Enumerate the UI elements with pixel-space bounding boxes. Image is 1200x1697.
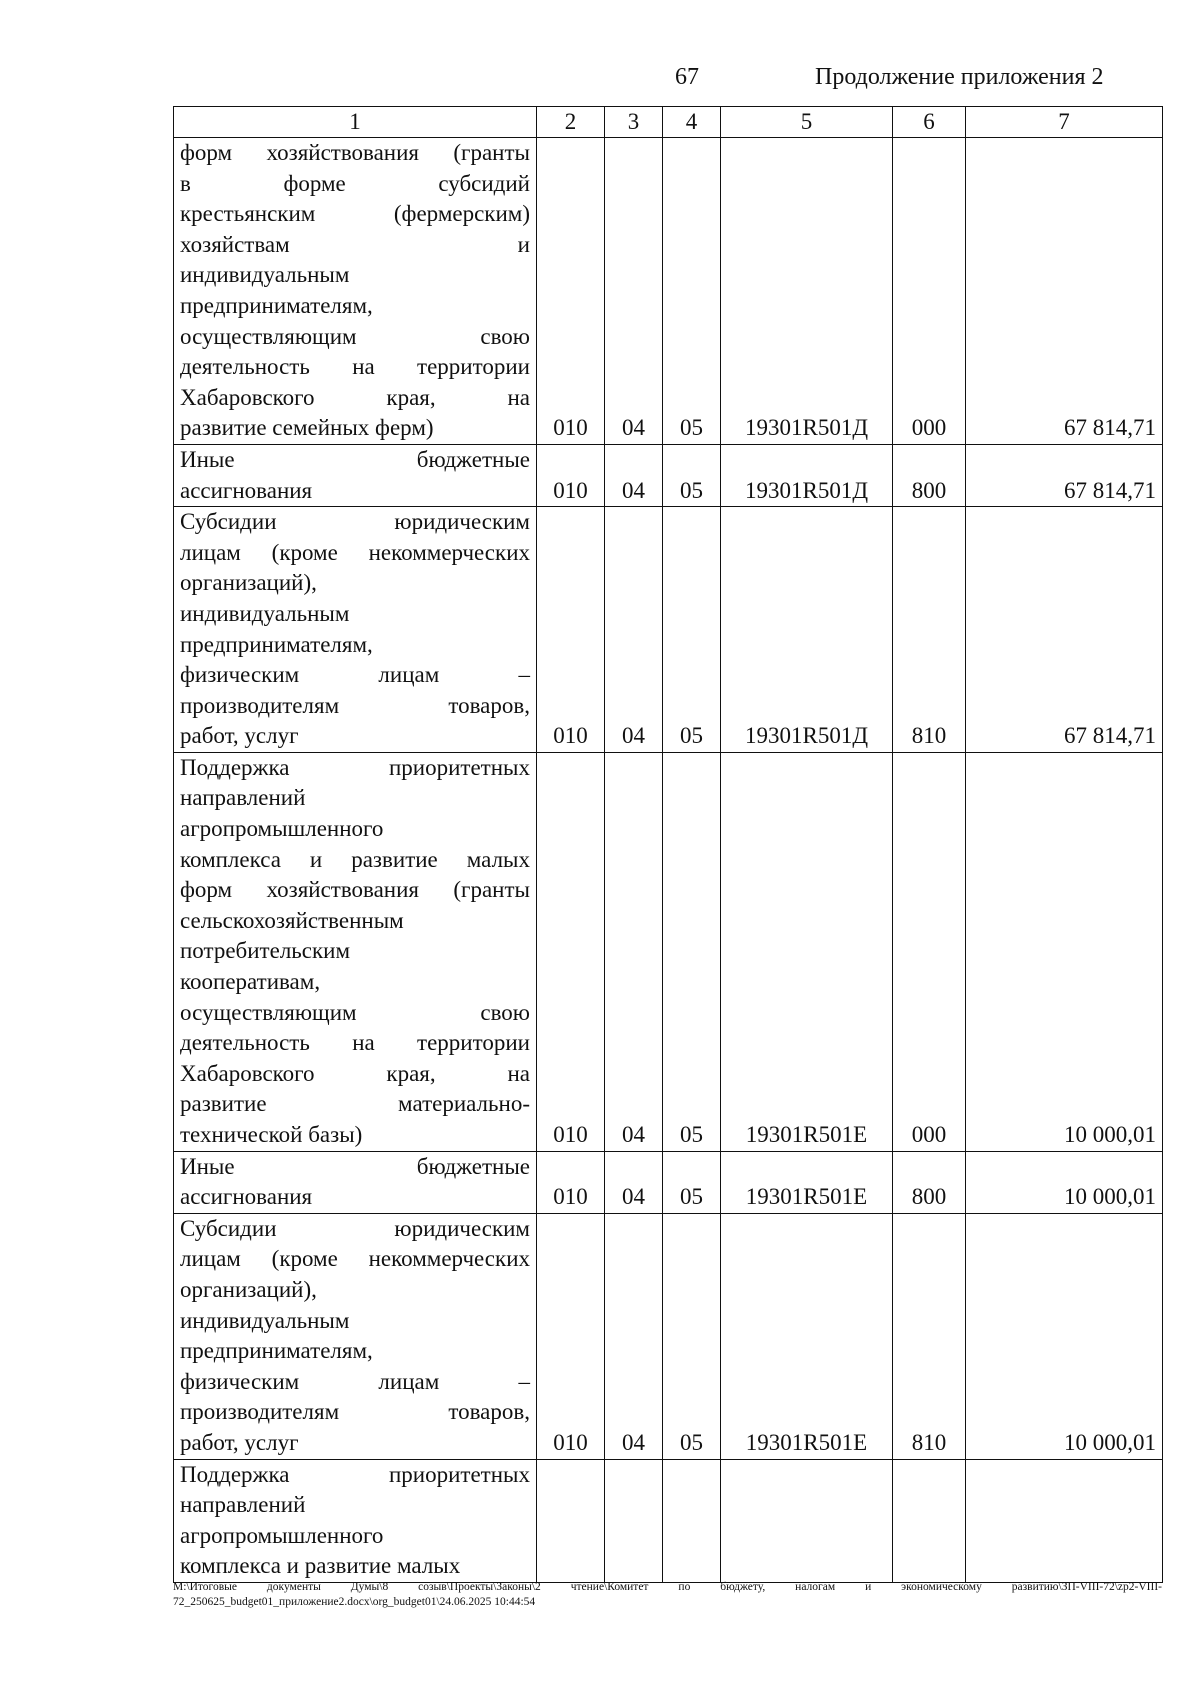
row-name-line: ассигнования xyxy=(180,477,313,503)
document-file-path: M:\Итоговые документы Думы\8 созыв\Проекты\Законы\2 чтение\Комитет по бюджету, налогам и экономическому развитию\ЗП-VIII-72\zp2-VIII-72_250625_budget01_приложение2.docx\org_budget01\24.06.2025 10:44:54 xyxy=(173,1581,1162,1608)
subsection-code-cell: 05 xyxy=(663,1151,721,1213)
row-name-line: Хабаровского края, на xyxy=(180,384,530,410)
row-name-line: индивидуальным xyxy=(180,600,350,626)
chapter-code-cell: 010 xyxy=(537,507,605,753)
column-header: 6 xyxy=(893,107,966,138)
row-name-line: производителям товаров, xyxy=(180,692,530,718)
table-row xyxy=(174,1151,1163,1213)
section-code-cell: 04 xyxy=(605,444,663,506)
amount-cell: 67 814,71 xyxy=(966,507,1163,753)
row-name-line: организаций), xyxy=(180,570,317,596)
expense-type-cell: 800 xyxy=(893,444,966,506)
amount-cell xyxy=(966,1459,1163,1582)
row-name-line: комплекса и развитие малых xyxy=(180,846,530,872)
amount-cell: 10 000,01 xyxy=(966,1151,1163,1213)
section-code-cell: 04 xyxy=(605,752,663,1151)
column-header: 4 xyxy=(663,107,721,138)
amount-cell: 10 000,01 xyxy=(966,1213,1163,1459)
section-code-cell: 04 xyxy=(605,1151,663,1213)
row-name-line: Иные бюджетные xyxy=(180,446,530,472)
row-name-cell xyxy=(174,138,537,445)
row-name-line: деятельность на территории xyxy=(180,354,530,380)
row-name-line: комплекса и развитие малых xyxy=(180,1553,461,1579)
expense-type-cell xyxy=(893,1459,966,1582)
row-name-line: потребительским xyxy=(180,938,351,964)
row-name-line: деятельность на территории xyxy=(180,1030,530,1056)
target-article-cell: 19301R501Д xyxy=(721,444,893,506)
row-name-cell xyxy=(174,1459,537,1582)
row-name-line: сельскохозяйственным xyxy=(180,907,404,933)
column-header: 2 xyxy=(537,107,605,138)
target-article-cell: 19301R501Д xyxy=(721,138,893,445)
row-name-line: предпринимателям, xyxy=(180,631,373,657)
amount-cell: 67 814,71 xyxy=(966,444,1163,506)
row-name-line: осуществляющим свою xyxy=(180,323,530,349)
row-name-line: агропромышленного xyxy=(180,1522,384,1548)
section-code-cell: 04 xyxy=(605,507,663,753)
row-name-line: развитие семейных ферм) xyxy=(180,415,434,441)
table-row xyxy=(174,1459,1163,1582)
target-article-cell: 19301R501E xyxy=(721,752,893,1151)
row-name-line: кооперативам, xyxy=(180,969,321,995)
row-name-line: индивидуальным xyxy=(180,1307,350,1333)
chapter-code-cell: 010 xyxy=(537,1213,605,1459)
row-name-line: технической базы) xyxy=(180,1122,363,1147)
column-header: 1 xyxy=(174,107,537,138)
page-number: 67 xyxy=(675,64,699,90)
table-row xyxy=(174,507,1163,753)
row-name-cell xyxy=(174,444,537,506)
section-code-cell xyxy=(605,1459,663,1582)
subsection-code-cell: 05 xyxy=(663,138,721,445)
target-article-cell: 19301R501E xyxy=(721,1213,893,1459)
row-name-line: Субсидии юридическим xyxy=(180,509,530,535)
target-article-cell: 19301R501E xyxy=(721,1151,893,1213)
row-name-line: физическим лицам – xyxy=(180,662,530,688)
subsection-code-cell: 05 xyxy=(663,507,721,753)
row-name-cell xyxy=(174,507,537,753)
chapter-code-cell: 010 xyxy=(537,752,605,1151)
table-header-row xyxy=(174,107,1163,138)
row-name-line: направлений xyxy=(180,1492,306,1518)
row-name-line: физическим лицам – xyxy=(180,1368,530,1394)
column-header: 3 xyxy=(605,107,663,138)
row-name-line: производителям товаров, xyxy=(180,1399,530,1425)
row-name-line: предпринимателям, xyxy=(180,292,373,318)
row-name-line: Поддержка приоритетных xyxy=(180,754,530,780)
chapter-code-cell xyxy=(537,1459,605,1582)
expense-type-cell: 810 xyxy=(893,1213,966,1459)
amount-cell: 10 000,01 xyxy=(966,752,1163,1151)
row-name-line: индивидуальным xyxy=(180,262,350,288)
appendix-continuation-title: Продолжение приложения 2 xyxy=(815,64,1104,90)
row-name-line: форм хозяйствования (гранты xyxy=(180,140,530,165)
row-name-line: крестьянским (фермерским) xyxy=(180,201,530,227)
row-name-line: Поддержка приоритетных xyxy=(180,1461,530,1487)
row-name-line: работ, услуг xyxy=(180,723,299,749)
row-name-line: лицам (кроме некоммерческих xyxy=(180,539,530,565)
section-code-cell: 04 xyxy=(605,138,663,445)
section-code-cell: 04 xyxy=(605,1213,663,1459)
target-article-cell xyxy=(721,1459,893,1582)
row-name-line: направлений xyxy=(180,785,306,811)
table-row xyxy=(174,444,1163,506)
amount-cell: 67 814,71 xyxy=(966,138,1163,445)
expense-type-cell: 000 xyxy=(893,752,966,1151)
column-header: 5 xyxy=(721,107,893,138)
table-row xyxy=(174,138,1163,445)
expense-type-cell: 810 xyxy=(893,507,966,753)
table-row xyxy=(174,752,1163,1151)
row-name-line: Иные бюджетные xyxy=(180,1153,530,1179)
table-row xyxy=(174,1213,1163,1459)
subsection-code-cell: 05 xyxy=(663,444,721,506)
row-name-line: Хабаровского края, на xyxy=(180,1060,530,1086)
budget-table xyxy=(173,106,1163,1583)
chapter-code-cell: 010 xyxy=(537,138,605,445)
chapter-code-cell: 010 xyxy=(537,444,605,506)
column-header: 7 xyxy=(966,107,1163,138)
row-name-cell xyxy=(174,1151,537,1213)
row-name-line: работ, услуг xyxy=(180,1429,299,1455)
expense-type-cell: 800 xyxy=(893,1151,966,1213)
row-name-line: ассигнования xyxy=(180,1184,313,1210)
subsection-code-cell xyxy=(663,1459,721,1582)
row-name-line: агропромышленного xyxy=(180,816,384,842)
row-name-cell xyxy=(174,752,537,1151)
chapter-code-cell: 010 xyxy=(537,1151,605,1213)
row-name-line: в форме субсидий xyxy=(180,170,530,196)
row-name-line: организаций), xyxy=(180,1276,317,1302)
row-name-line: осуществляющим свою xyxy=(180,999,530,1025)
row-name-line: предпринимателям, xyxy=(180,1338,373,1364)
target-article-cell: 19301R501Д xyxy=(721,507,893,753)
row-name-line: форм хозяйствования (гранты xyxy=(180,877,530,903)
row-name-line: развитие материально- xyxy=(180,1091,530,1117)
row-name-line: хозяйствам и xyxy=(180,231,530,257)
row-name-line: лицам (кроме некоммерческих xyxy=(180,1246,530,1272)
row-name-line: Субсидии юридическим xyxy=(180,1215,530,1241)
subsection-code-cell: 05 xyxy=(663,1213,721,1459)
expense-type-cell: 000 xyxy=(893,138,966,445)
subsection-code-cell: 05 xyxy=(663,752,721,1151)
row-name-cell xyxy=(174,1213,537,1459)
